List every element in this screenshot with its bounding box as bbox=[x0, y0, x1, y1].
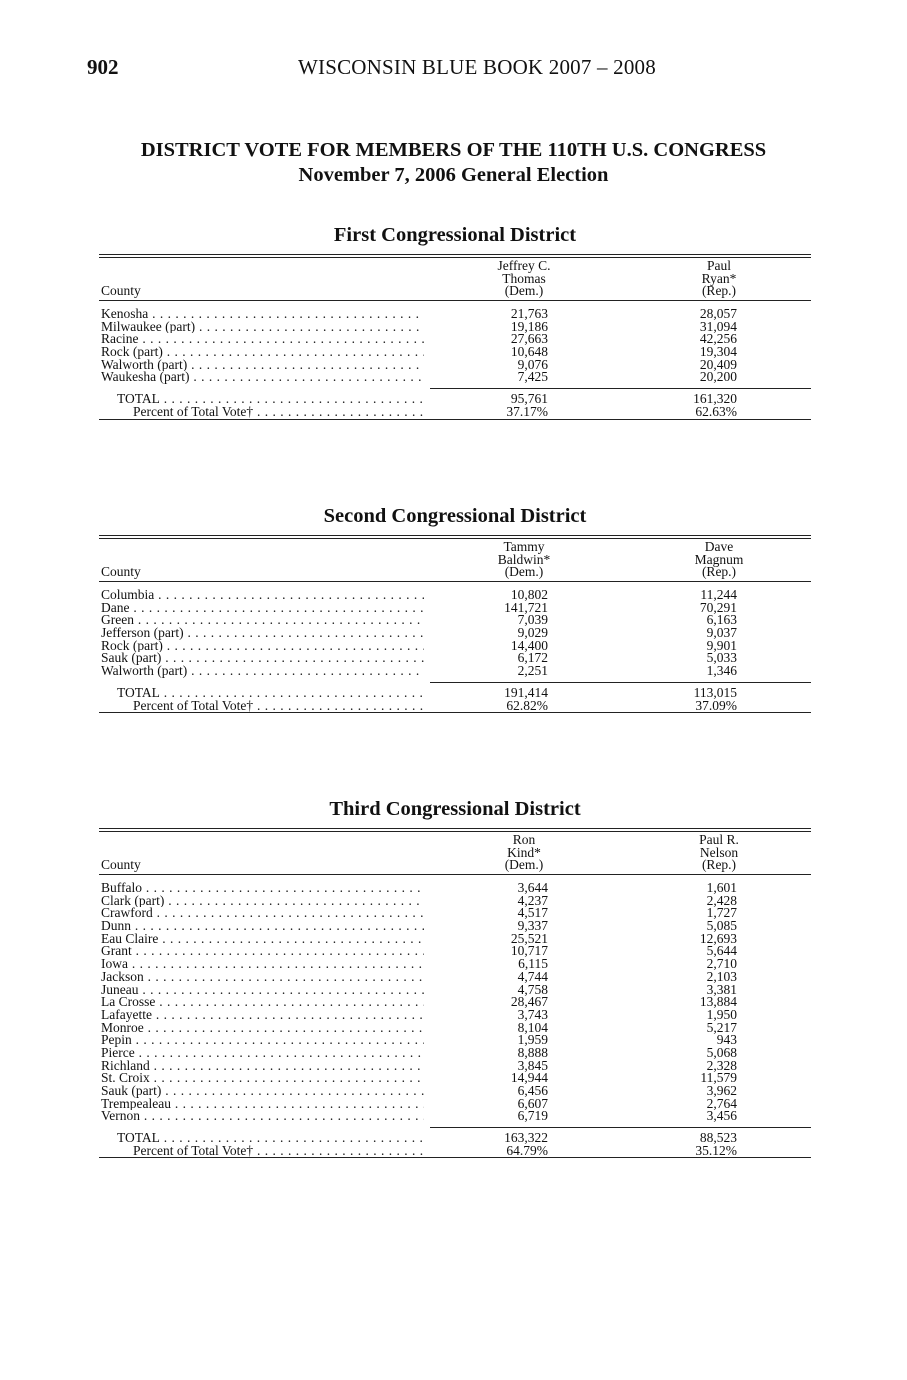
table-row bbox=[99, 1044, 811, 1060]
county-name: Walworth (part) . . . bbox=[101, 359, 424, 372]
county-name: Kenosha . . . bbox=[101, 308, 424, 321]
candidate-header-2 bbox=[649, 834, 789, 872]
dem-votes: 4,758 bbox=[517, 981, 548, 997]
table-row bbox=[99, 945, 811, 958]
county-name: Pepin . . . bbox=[101, 1034, 424, 1047]
dem-votes: 6,719 bbox=[517, 1108, 548, 1124]
table-row bbox=[99, 614, 811, 627]
candidate-header-line: (Dem.) bbox=[504, 857, 544, 873]
county-name: Iowa . . . bbox=[101, 958, 424, 971]
table-row bbox=[99, 371, 811, 384]
total-label: TOTAL . . . bbox=[117, 1132, 424, 1145]
rep-votes: 5,033 bbox=[706, 650, 737, 666]
percent-label: Percent of Total Vote† . . . bbox=[133, 700, 424, 713]
rep-votes: 13,884 bbox=[699, 994, 737, 1010]
county-name: Dane . . . bbox=[101, 602, 424, 615]
totals-rows bbox=[99, 682, 811, 712]
rep-votes: 31,094 bbox=[699, 318, 737, 334]
candidate-header-line: Kind* bbox=[507, 844, 541, 860]
title-line-1: DISTRICT VOTE FOR MEMBERS OF THE 110TH U.S. CONGRESS bbox=[140, 139, 767, 161]
dem-votes: 4,237 bbox=[517, 892, 548, 908]
candidate-header-line: Ryan* bbox=[701, 270, 737, 286]
rep-votes: 1,601 bbox=[706, 880, 737, 895]
table-row bbox=[99, 1110, 811, 1123]
county-name: Rock (part) . . . bbox=[101, 346, 424, 359]
rep-votes: 3,962 bbox=[706, 1083, 737, 1098]
rep-votes: 2,103 bbox=[706, 968, 737, 984]
county-name: St. Croix . . . bbox=[101, 1072, 424, 1085]
dem-votes: 19,186 bbox=[510, 318, 548, 334]
table-top-rule bbox=[99, 254, 811, 258]
table-row bbox=[99, 1085, 811, 1098]
dem-votes: 9,029 bbox=[517, 625, 548, 641]
table-row bbox=[99, 1019, 811, 1035]
rep-votes: 9,901 bbox=[706, 637, 737, 653]
dem-votes: 10,717 bbox=[510, 943, 548, 959]
rep-votes: 3,456 bbox=[706, 1108, 737, 1124]
dem-votes: 10,648 bbox=[510, 344, 548, 360]
percent-rep: 35.12% bbox=[695, 1142, 737, 1158]
county-name: Jackson . . . bbox=[101, 971, 424, 984]
totals-rows bbox=[99, 1127, 811, 1157]
candidate-header-line: Tammy bbox=[503, 539, 545, 555]
rep-votes: 1,950 bbox=[706, 1006, 737, 1022]
table-row bbox=[99, 599, 811, 615]
dem-votes: 3,845 bbox=[517, 1057, 548, 1073]
rep-votes: 3,381 bbox=[706, 981, 737, 997]
table-row bbox=[99, 958, 811, 971]
county-name: Rock (part) . . . bbox=[101, 640, 424, 653]
total-rep: 88,523 bbox=[699, 1130, 737, 1146]
county-name: Grant . . . bbox=[101, 945, 424, 958]
page-title bbox=[0, 138, 907, 188]
county-name: Monroe . . . bbox=[101, 1022, 424, 1035]
dem-votes: 6,607 bbox=[517, 1095, 548, 1111]
table-row bbox=[99, 1095, 811, 1111]
dem-votes: 28,467 bbox=[510, 994, 548, 1010]
rep-votes: 5,217 bbox=[706, 1019, 737, 1035]
dem-votes: 9,076 bbox=[517, 356, 548, 372]
total-rep: 113,015 bbox=[693, 684, 737, 700]
county-name: Pierce . . . bbox=[101, 1047, 424, 1060]
district-table-first bbox=[99, 222, 811, 420]
rep-votes: 943 bbox=[716, 1032, 737, 1048]
total-label: TOTAL . . . bbox=[117, 393, 424, 406]
total-dem: 191,414 bbox=[504, 684, 548, 700]
table-row bbox=[99, 930, 811, 946]
totals-rows bbox=[99, 388, 811, 418]
candidate-header-line: Baldwin* bbox=[497, 551, 551, 567]
table-row bbox=[99, 907, 811, 920]
dem-votes: 4,517 bbox=[517, 905, 548, 921]
table-row bbox=[99, 665, 811, 678]
dem-votes: 14,944 bbox=[510, 1070, 548, 1086]
district-title: First Congressional District bbox=[333, 224, 577, 246]
county-name: Walworth (part) . . . bbox=[101, 665, 424, 678]
candidate-header-line: Paul R. bbox=[699, 832, 739, 848]
totals-rule bbox=[430, 682, 811, 683]
county-name: Sauk (part) . . . bbox=[101, 1085, 424, 1098]
candidate-header-line: Magnum bbox=[694, 551, 744, 567]
total-rep: 161,320 bbox=[693, 391, 737, 407]
county-name: Jefferson (part) . . . bbox=[101, 627, 424, 640]
rep-votes: 2,428 bbox=[706, 892, 737, 908]
table-row bbox=[99, 637, 811, 653]
candidate-header-1 bbox=[454, 834, 594, 872]
percent-label: Percent of Total Vote† . . . bbox=[133, 406, 424, 419]
candidate-header-line: Nelson bbox=[699, 844, 739, 860]
rep-votes: 9,037 bbox=[706, 625, 737, 641]
county-name: Waukesha (part) . . . bbox=[101, 371, 424, 384]
dem-votes: 8,888 bbox=[517, 1044, 548, 1060]
county-name: Milwaukee (part) . . . bbox=[101, 321, 424, 334]
county-name: Sauk (part) . . . bbox=[101, 652, 424, 665]
candidate-header-line: (Rep.) bbox=[701, 857, 737, 873]
dem-votes: 8,104 bbox=[517, 1019, 548, 1035]
rep-votes: 20,409 bbox=[699, 356, 737, 372]
candidate-header-1 bbox=[454, 260, 594, 298]
county-rows bbox=[99, 589, 811, 678]
table-row bbox=[99, 882, 811, 895]
candidate-header-line: Thomas bbox=[502, 270, 546, 286]
percent-dem: 37.17% bbox=[506, 403, 548, 419]
dem-votes: 6,456 bbox=[517, 1083, 548, 1098]
county-column-header: County bbox=[101, 564, 141, 580]
rep-votes: 12,693 bbox=[699, 930, 737, 946]
dem-votes: 1,959 bbox=[517, 1032, 548, 1048]
rep-votes: 11,579 bbox=[700, 1070, 737, 1086]
rep-votes: 19,304 bbox=[699, 344, 737, 360]
county-name: Green . . . bbox=[101, 614, 424, 627]
totals-block bbox=[99, 1127, 811, 1157]
dem-votes: 2,251 bbox=[517, 663, 548, 679]
dem-votes: 10,802 bbox=[510, 587, 548, 602]
dem-votes: 25,521 bbox=[510, 930, 548, 946]
district-table-second bbox=[99, 503, 811, 713]
table-row bbox=[99, 996, 811, 1009]
table-header bbox=[99, 258, 811, 301]
county-name: Racine . . . bbox=[101, 333, 424, 346]
rep-votes: 5,068 bbox=[706, 1044, 737, 1060]
candidate-header-2 bbox=[649, 541, 789, 579]
dem-votes: 3,743 bbox=[517, 1006, 548, 1022]
county-name: Crawford . . . bbox=[101, 907, 424, 920]
table-row bbox=[99, 1072, 811, 1085]
candidate-header-line: (Rep.) bbox=[701, 283, 737, 299]
county-name: Eau Claire . . . bbox=[101, 933, 424, 946]
candidate-header-line: Dave bbox=[704, 539, 734, 555]
totals-rule bbox=[430, 1127, 811, 1128]
rep-votes: 2,764 bbox=[706, 1095, 737, 1111]
totals-rule bbox=[430, 388, 811, 389]
candidate-header-2 bbox=[649, 260, 789, 298]
page-number: 902 bbox=[87, 55, 119, 79]
county-rows bbox=[99, 308, 811, 384]
rep-votes: 5,085 bbox=[706, 918, 737, 934]
county-name: Trempealeau . . . bbox=[101, 1098, 424, 1111]
total-dem: 163,322 bbox=[504, 1130, 548, 1146]
county-column-header: County bbox=[101, 857, 141, 873]
dem-votes: 141,721 bbox=[504, 599, 548, 615]
percent-row bbox=[99, 697, 811, 713]
candidate-header-line: (Rep.) bbox=[701, 564, 737, 580]
running-head: WISCONSIN BLUE BOOK 2007 – 2008 bbox=[298, 55, 656, 79]
rep-votes: 28,057 bbox=[699, 306, 737, 321]
rep-votes: 1,727 bbox=[706, 905, 737, 921]
percent-row bbox=[99, 403, 811, 419]
county-name: Columbia . . . bbox=[101, 589, 424, 602]
candidate-header-line: Ron bbox=[512, 832, 536, 848]
title-line-2: November 7, 2006 General Election bbox=[298, 164, 609, 186]
table-row bbox=[99, 1034, 811, 1047]
rep-votes: 20,200 bbox=[699, 369, 737, 385]
table-row bbox=[99, 1006, 811, 1022]
county-name: La Crosse . . . bbox=[101, 996, 424, 1009]
dem-votes: 6,172 bbox=[517, 650, 548, 666]
county-rows bbox=[99, 882, 811, 1123]
percent-rep: 62.63% bbox=[695, 403, 737, 419]
district-table-third bbox=[99, 796, 811, 1158]
rep-votes: 1,346 bbox=[706, 663, 737, 679]
dem-votes: 7,039 bbox=[517, 612, 548, 628]
candidate-header-1 bbox=[454, 541, 594, 579]
dem-votes: 14,400 bbox=[510, 637, 548, 653]
rep-votes: 42,256 bbox=[699, 331, 737, 347]
candidate-header-line: Paul bbox=[706, 258, 731, 274]
county-name: Clark (part) . . . bbox=[101, 895, 424, 908]
rep-votes: 2,710 bbox=[706, 956, 737, 972]
percent-dem: 62.82% bbox=[506, 697, 548, 713]
dem-votes: 27,663 bbox=[510, 331, 548, 347]
table-row bbox=[99, 627, 811, 640]
total-label: TOTAL . . . bbox=[117, 687, 424, 700]
table-header bbox=[99, 539, 811, 582]
candidate-header-line: (Dem.) bbox=[504, 283, 544, 299]
county-name: Vernon . . . bbox=[101, 1110, 424, 1123]
county-name: Buffalo . . . bbox=[101, 882, 424, 895]
candidate-header-line: (Dem.) bbox=[504, 564, 544, 580]
table-row bbox=[99, 892, 811, 908]
county-name: Juneau . . . bbox=[101, 984, 424, 997]
percent-label: Percent of Total Vote† . . . bbox=[133, 1145, 424, 1158]
dem-votes: 3,644 bbox=[517, 880, 548, 895]
rep-votes: 2,328 bbox=[706, 1057, 737, 1073]
dem-votes: 7,425 bbox=[517, 369, 548, 385]
candidate-header-line: Jeffrey C. bbox=[497, 258, 551, 274]
dem-votes: 4,744 bbox=[517, 968, 548, 984]
county-column-header: County bbox=[101, 283, 141, 299]
county-name: Lafayette . . . bbox=[101, 1009, 424, 1022]
total-dem: 95,761 bbox=[510, 391, 548, 407]
percent-rep: 37.09% bbox=[695, 697, 737, 713]
rep-votes: 11,244 bbox=[700, 587, 737, 602]
district-title: Third Congressional District bbox=[329, 798, 581, 820]
rep-votes: 5,644 bbox=[706, 943, 737, 959]
totals-block bbox=[99, 682, 811, 712]
rep-votes: 6,163 bbox=[706, 612, 737, 628]
table-row bbox=[99, 968, 811, 984]
dem-votes: 21,763 bbox=[510, 306, 548, 321]
table-row bbox=[99, 652, 811, 665]
rep-votes: 70,291 bbox=[699, 599, 737, 615]
county-name: Dunn . . . bbox=[101, 920, 424, 933]
dem-votes: 9,337 bbox=[517, 918, 548, 934]
district-title: Second Congressional District bbox=[323, 505, 587, 527]
dem-votes: 6,115 bbox=[518, 956, 548, 972]
county-name: Richland . . . bbox=[101, 1060, 424, 1073]
percent-row bbox=[99, 1142, 811, 1158]
totals-block bbox=[99, 388, 811, 418]
percent-dem: 64.79% bbox=[506, 1142, 548, 1158]
table-header bbox=[99, 832, 811, 875]
